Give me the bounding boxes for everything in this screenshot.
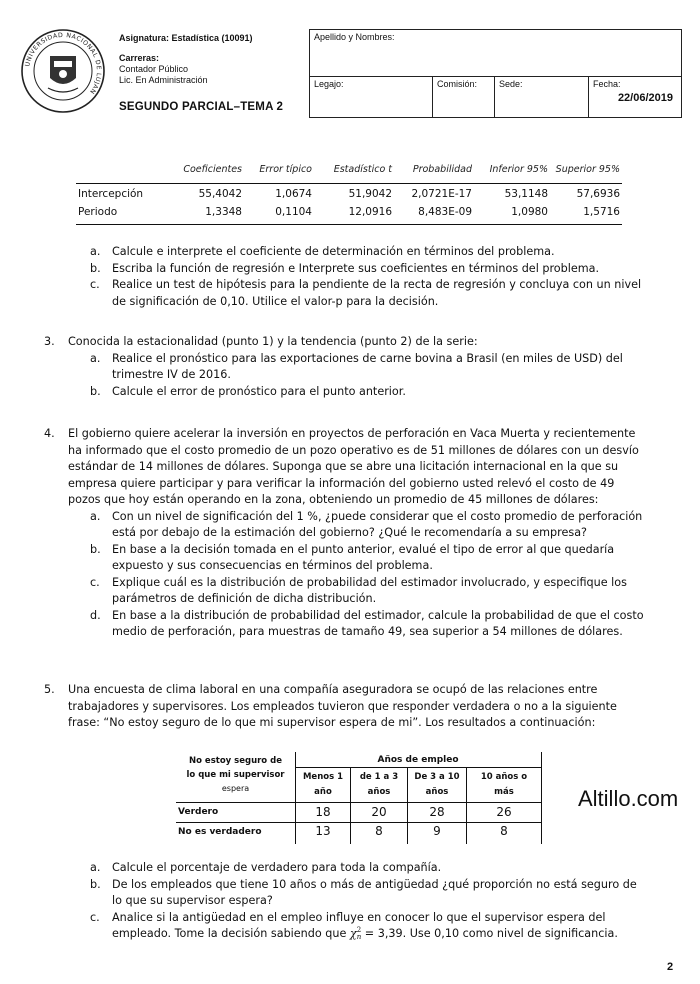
item-text: Analice si la antigüedad en el empleo influye en conocer lo que el supervisor espera del: [112, 910, 606, 924]
question-text: frase: “No estoy seguro de lo que mi supervisor espera de mi”. Los resultados a continuación:: [68, 716, 596, 729]
column-header: Coeficientes: [183, 164, 242, 175]
list-item: [44, 542, 680, 575]
item-text: Calcule el porcentaje de verdadero para toda la compañía.: [112, 861, 442, 874]
item-label: c.: [90, 910, 100, 924]
comision-label: Comisión:: [437, 79, 478, 89]
watermark: Altillo.com: [578, 786, 679, 811]
question-text: pozos que hoy están operando en la zona, obteniendo un promedio de 45 millones de dólares:: [68, 493, 599, 506]
university-seal-logo: [20, 28, 106, 114]
table-cell: 12,0916: [348, 206, 392, 218]
list-item: [90, 277, 680, 310]
header-text: De 3 a 10: [414, 772, 460, 782]
question-body: [44, 682, 680, 732]
item-text: Calcule e interprete el coeficiente de determinación en términos del problema.: [112, 245, 555, 258]
list-item: [90, 261, 680, 278]
item-label: a.: [90, 861, 101, 874]
question-intro: [44, 334, 680, 351]
item-text: de significación de 0,10. Utilice el valor-p para la decisión.: [112, 294, 439, 308]
fecha-label: Fecha:: [593, 79, 621, 89]
table-cell: 20: [371, 805, 387, 819]
list-item: [44, 384, 680, 401]
career-item: Lic. En Administración: [119, 75, 208, 85]
question-number: 4.: [44, 427, 55, 440]
question-body: [44, 426, 680, 509]
legajo-label: Legajo:: [314, 79, 344, 89]
legajo-box[interactable]: [309, 76, 433, 118]
item-text: Realice el pronóstico para las exportaciones de carne bovina a Brasil (en miles de USD) del: [112, 351, 623, 365]
table-cell: 1,5716: [583, 206, 620, 218]
list-item: [44, 608, 680, 641]
group-header: Años de empleo: [377, 755, 459, 765]
chi-square-symbol: χ 2 n: [349, 926, 362, 941]
item-text: parámetros de definición de dicha distribución.: [112, 592, 377, 605]
column-header: Inferior 95%: [489, 164, 548, 175]
table-cell: 18: [315, 805, 331, 819]
list-item: [44, 509, 680, 542]
item-text: Explique cuál es la distribución de probabilidad del estimador involucrado, y especifique los: [112, 575, 627, 589]
name-box[interactable]: [309, 29, 682, 77]
header-text: más: [494, 787, 514, 797]
fecha-value: 22/06/2019: [617, 92, 673, 104]
header-text: 10 años o: [480, 772, 528, 782]
table-cell: 57,6936: [576, 188, 620, 200]
item-label: c.: [90, 278, 100, 291]
item-label: a.: [90, 245, 101, 258]
item-text: está por debajo de la estimación del gobierno? ¿Qué le recomendaría a su empresa?: [112, 526, 587, 539]
page-number: 2: [667, 961, 674, 973]
item-label: b.: [90, 877, 101, 891]
header-text: años: [367, 787, 391, 797]
subject: Asignatura: Estadística (10091): [119, 33, 253, 43]
header-text: de 1 a 3: [359, 772, 399, 782]
item-label: c.: [90, 575, 100, 589]
table-rule: [176, 822, 542, 823]
header-text: año: [314, 787, 332, 797]
exam-title: SEGUNDO PARCIAL–TEMA 2: [119, 101, 284, 113]
sede-box[interactable]: [494, 76, 589, 118]
table-cell: 9: [433, 824, 441, 838]
column-header: [296, 770, 350, 800]
table-cell: 55,4042: [198, 188, 242, 200]
item-text: trimestre IV de 2016.: [112, 368, 231, 381]
item-text: De los empleados que tiene 10 años o más de antigüedad ¿qué proporción no está seguro de: [112, 877, 637, 891]
item-label: a.: [90, 509, 101, 523]
table-cell: 1,0674: [275, 188, 312, 200]
question-text: ha informado que el costo promedio de un pozo operativo es de 51 millones de dólares con un desvío: [68, 443, 639, 457]
regression-table: [76, 160, 622, 226]
question-3: [44, 334, 680, 400]
question-text: Una encuesta de clima laboral en una compañía aseguradora se ocupó de las relaciones entre: [68, 683, 598, 696]
question-number: 3.: [44, 335, 55, 348]
item-text: expuesto y sus consecuencias en términos del problema.: [112, 559, 433, 572]
row-header: [176, 754, 295, 796]
question-text: El gobierno quiere acelerar la inversión en proyectos de perforación en Vaca Muerta y recientemente: [68, 427, 636, 440]
column-header: Superior 95%: [555, 164, 620, 175]
item-text: Realice un test de hipótesis para la pendiente de la recta de regresión y concluya con un nivel: [112, 278, 642, 291]
question-4: [44, 426, 680, 641]
item-label: b.: [90, 542, 101, 556]
item-text: En base a la decisión tomada en el punto anterior, evalué el tipo de error al que quedaría: [112, 542, 615, 556]
careers-label: Carreras:: [119, 53, 160, 63]
question-number: 5.: [44, 683, 55, 696]
question-5: [44, 682, 680, 732]
column-header: Error típico: [259, 164, 312, 175]
table-cell: 26: [496, 805, 512, 819]
table-rule: [76, 224, 622, 225]
item-text: [112, 926, 680, 943]
table-cell: 53,1148: [504, 188, 548, 200]
career-item: Contador Público: [119, 64, 189, 74]
header-text: espera: [221, 784, 250, 793]
column-header: Probabilidad: [412, 164, 472, 175]
table-rule: [541, 752, 542, 844]
item-text: En base a la distribución de probabilidad del estimador, calcule la probabilidad de que el costo: [112, 608, 644, 622]
list-item: [44, 351, 680, 384]
item-text: Escriba la función de regresión e Interprete sus coeficientes en términos del problema.: [112, 261, 600, 275]
header-text: No estoy seguro de: [189, 756, 282, 766]
row-label: No es verdadero: [178, 827, 262, 837]
header-text: Menos 1: [302, 772, 344, 782]
item-text-part: = 3,39. Use 0,10 como nivel de significancia.: [364, 927, 618, 940]
row-label: Intercepción: [78, 188, 144, 200]
column-header: [408, 770, 466, 800]
table-rule: [295, 767, 542, 768]
question-text: Conocida la estacionalidad (punto 1) y la tendencia (punto 2) de la serie:: [68, 335, 478, 348]
table-cell: 51,9042: [348, 188, 392, 200]
survey-table: [176, 752, 542, 844]
table-cell: 1,3348: [205, 206, 242, 218]
table-cell: 8: [500, 824, 508, 838]
question-text: trabajadores y supervisores. Los empleados tuvieron que responder verdadera o no a la siguiente: [68, 699, 617, 713]
list-item: [44, 575, 680, 608]
list-item: [90, 877, 680, 910]
column-header: [351, 770, 407, 800]
item-text-part: empleado. Tome la decisión sabiendo que: [112, 927, 350, 940]
row-label: Periodo: [78, 206, 118, 218]
list-item: [90, 860, 680, 877]
name-label: Apellido y Nombres:: [314, 32, 395, 42]
header-text: lo que mi supervisor: [186, 770, 285, 780]
row-label: Verdero: [178, 807, 219, 817]
table-cell: 1,0980: [511, 206, 548, 218]
column-header: Estadístico t: [333, 164, 392, 175]
table-cell: 13: [315, 824, 331, 838]
table-cell: 8: [375, 824, 383, 838]
course-info: [119, 33, 253, 86]
item-label: b.: [90, 384, 101, 398]
question-text: estándar de 14 millones de dólares. Suponga que se abre una licitación internacional en la que su: [68, 460, 619, 473]
sede-label: Sede:: [499, 79, 523, 89]
item-text: Con un nivel de significación del 1 %, ¿puede considerar que el costo promedio de perforación: [112, 509, 643, 523]
question-5-items: [90, 860, 680, 943]
item-text: lo que su supervisor espera?: [112, 894, 273, 907]
table-rule: [176, 802, 542, 803]
list-item: [90, 244, 680, 261]
table-cell: 2,0721E-17: [411, 188, 472, 200]
item-label: a.: [90, 351, 101, 365]
question-text: empresa quiere participar y para verificar la información del gobierno usted relevó el costo de 49: [68, 476, 615, 490]
column-header: [467, 770, 541, 800]
comision-box[interactable]: [432, 76, 495, 118]
fecha-box[interactable]: [588, 76, 682, 118]
table-rule: [76, 183, 622, 184]
table-cell: 0,1104: [275, 206, 312, 218]
list-item: [90, 910, 680, 943]
item-text: medio de perforación, para muestras de tamaño 49, sea superior a 54 millones de dólares.: [112, 625, 623, 638]
table-cell: 28: [429, 805, 445, 819]
question-2-items: [90, 244, 680, 310]
header-text: años: [425, 787, 449, 797]
svg-text:UNIVERSIDAD NACIONAL DE LUJAN: UNIVERSIDAD NACIONAL DE LUJAN: [24, 31, 103, 96]
item-label: b.: [90, 261, 101, 275]
table-cell: 8,483E-09: [418, 206, 472, 218]
item-text: Calcule el error de pronóstico para el punto anterior.: [112, 384, 406, 398]
item-label: d.: [90, 608, 101, 622]
